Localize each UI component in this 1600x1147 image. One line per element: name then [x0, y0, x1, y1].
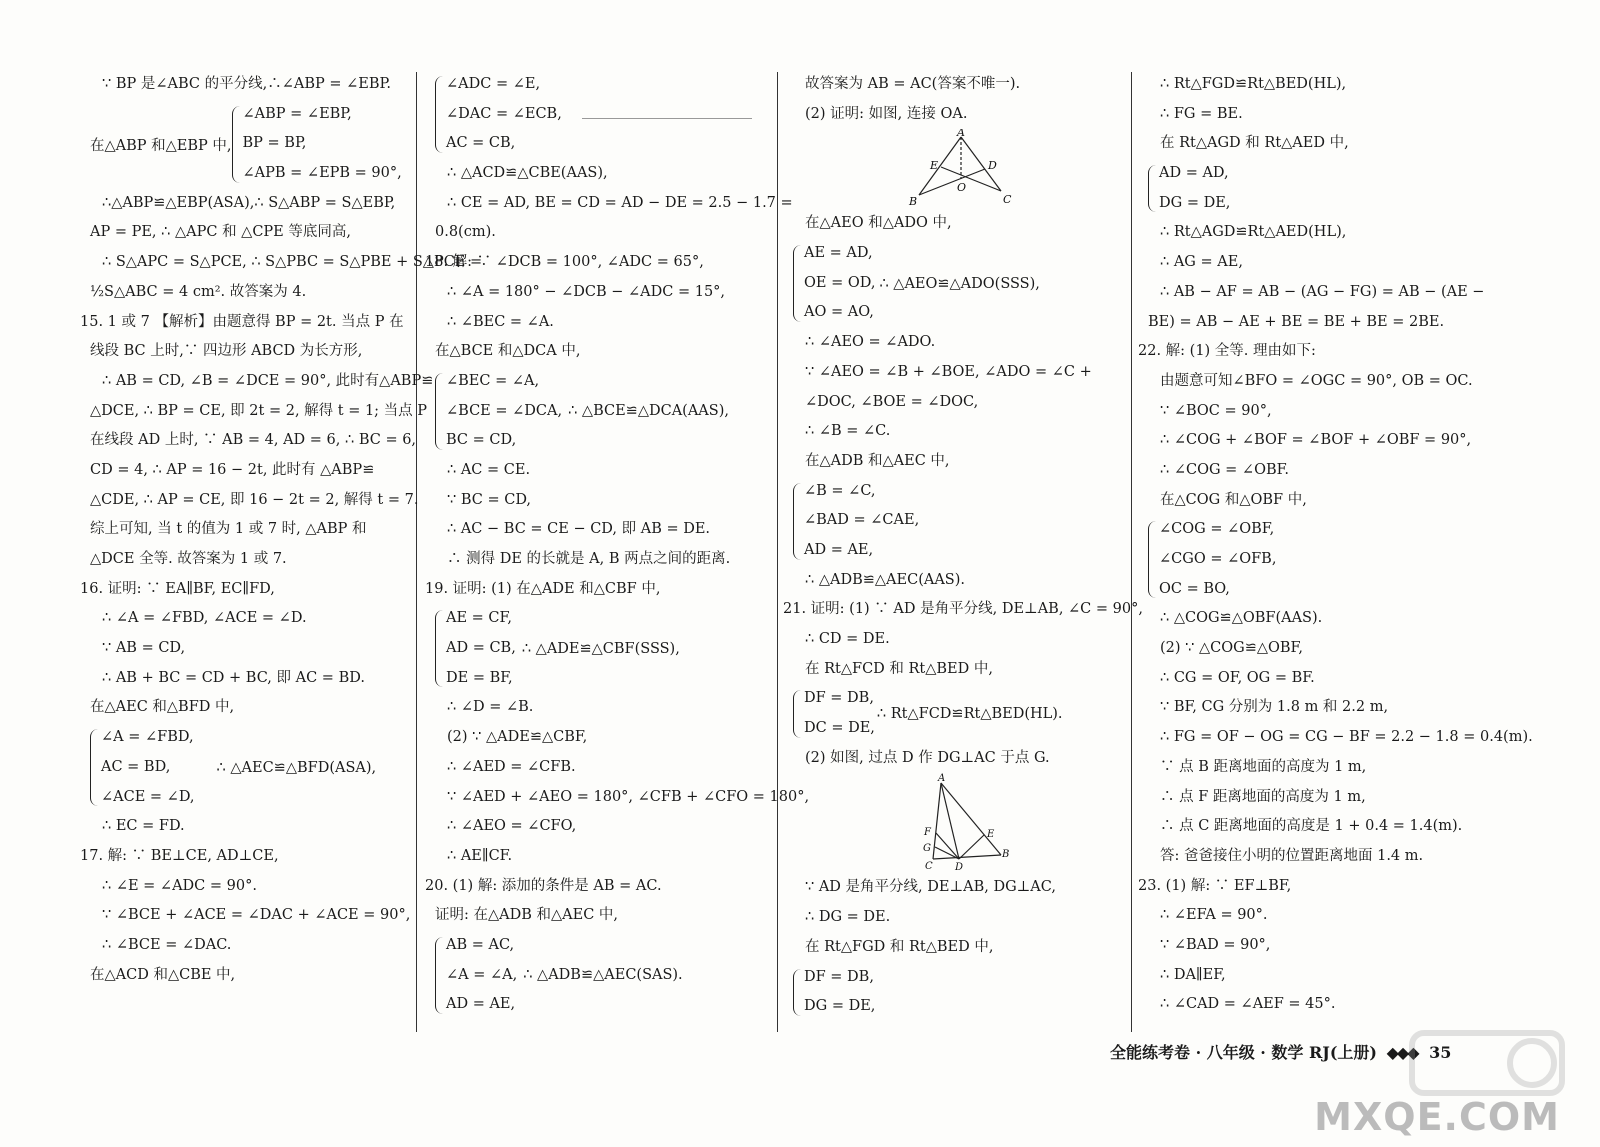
condition-brace [435, 367, 775, 456]
text-line: ∵ AB = CD, [102, 640, 186, 657]
text-line: 在△AEO 和△ADO 中, [805, 215, 952, 232]
text-line: ∴ ∠EFA = 90°. [1160, 907, 1268, 924]
text-line: ∴ ∠A = 180° − ∠DCB − ∠ADC = 15°, [447, 283, 726, 300]
brace-mark [793, 483, 802, 560]
text-line: (2) ∵ △ADE≌△CBF, [447, 729, 588, 746]
text-line: BC = CD, [446, 432, 517, 449]
text-line: ∴ △ADE≌△CBF(SSS), [521, 640, 680, 657]
text-line: 20. (1) 解: 添加的条件是 AB = AC. [425, 877, 662, 894]
page-footer [1110, 1040, 1451, 1063]
text-line: (2) 如图, 过点 D 作 DG⊥AC 于点 G. [805, 749, 1050, 766]
text-line: 故答案为 AB = AC(答案不唯一). [805, 76, 1021, 92]
label-e: E [986, 829, 994, 841]
text-line: ∴ △AEC≌△BFD(ASA), [216, 759, 377, 776]
text-line: 在 Rt△AGD 和 Rt△AED 中, [1160, 135, 1349, 152]
brace-mark [793, 690, 802, 737]
text-line: △DCE, ∴ BP = CE, 即 2t = 2, 解得 t = 1; 当点 P [90, 402, 428, 419]
text-line: ∵ BC = CD, [447, 491, 532, 508]
text-line: 在△ACD 和△CBE 中, [90, 966, 236, 983]
brace-mark [793, 245, 802, 322]
text-line: ∴ CD = DE. [805, 631, 890, 647]
text-line: 答: 爸爸接住小明的位置距离地面 1.4 m. [1160, 847, 1424, 864]
condition-brace [435, 931, 775, 1020]
label-a: A [956, 129, 965, 140]
label-c: C [1002, 193, 1011, 207]
text-line: 23. (1) 解: ∵ EF⊥BF, [1138, 877, 1292, 894]
label-b: B [908, 195, 917, 209]
text-line: △CDE, ∴ AP = CE, 即 16 − 2t = 2, 解得 t = 7. [90, 491, 419, 508]
label-d: D [987, 159, 997, 173]
text-line: ∴ ∠D = ∠B. [447, 699, 534, 716]
text-line: ∴ ∠AED = ∠CFB. [447, 758, 576, 775]
text-line: ∴ ∠BEC = ∠A. [447, 313, 554, 330]
text-line: 22. 解: (1) 全等. 理由如下: [1138, 343, 1316, 360]
label-d: D [954, 862, 963, 874]
text-line: ∴ △BCE≌△DCA(AAS), [568, 403, 729, 420]
text-line: 综上可知, 当 t 的值为 1 或 7 时, △ABP 和 [90, 521, 367, 538]
condition-brace [90, 100, 415, 189]
column-divider [1131, 72, 1132, 1032]
geometry-figure-2 [911, 773, 1011, 873]
page-number: 35 [1429, 1043, 1452, 1062]
text-line: AD = AD, [1159, 165, 1229, 182]
text-line: ∴ DG = DE. [805, 909, 891, 926]
text-line: AC = CB, [446, 135, 516, 152]
text-line: 在△ABP 和△EBP 中, [90, 137, 232, 154]
column-4 [1138, 70, 1533, 1050]
text-line: OC = BO, [1159, 580, 1230, 597]
text-line: ∴ ∠CAD = ∠AEF = 45°. [1160, 996, 1336, 1013]
condition-brace [793, 963, 1128, 1022]
geometry-figure-1 [901, 129, 1021, 209]
text-line: ∵ ∠BAD = 90°, [1160, 936, 1271, 953]
text-line: DE = BF, [446, 669, 513, 686]
text-line: 15. 1 或 7 【解析】由题意得 BP = 2t. 当点 P 在 [80, 313, 404, 330]
text-line: ∴ △ACD≌△CBE(AAS), [447, 165, 608, 182]
watermark-text: MXQE.COM [1314, 1095, 1560, 1139]
text-line: ∴ ∠AEO = ∠CFO, [447, 818, 577, 835]
text-line: ∴ AE∥CF. [447, 847, 513, 864]
condition-brace [435, 604, 775, 693]
text-line: ∴ CG = OF, OG = BF. [1160, 669, 1315, 686]
brace-mark [232, 106, 241, 183]
column-divider [416, 72, 417, 1032]
brace-mark [435, 373, 444, 450]
brace-mark [90, 729, 99, 806]
text-line: ∴ ∠COG = ∠OBF. [1160, 461, 1290, 478]
text-line: ∠ADC = ∠E, [446, 76, 541, 92]
text-line: ∴ AB = CD, ∠B = ∠DCE = 90°, 此时有△ABP≌ [102, 372, 434, 389]
text-line: DC = DE, [804, 720, 875, 737]
figure-triangle-aboe [793, 129, 1128, 209]
text-line: ∴ AC − BC = CE − CD, 即 AB = DE. [447, 521, 711, 538]
text-line: ∠B = ∠C, [804, 482, 876, 499]
text-line: ∠ABP = ∠EBP, [242, 105, 352, 122]
text-line: 证明: 在△ADB 和△AEC 中, [435, 907, 619, 924]
label-b: B [1001, 849, 1009, 861]
text-line: AB = AC, [446, 936, 515, 953]
text-line: DF = DB, [804, 690, 874, 707]
text-line: 19. 证明: (1) 在△ADE 和△CBF 中, [425, 580, 661, 597]
text-line: △DCE 全等. 故答案为 1 或 7. [90, 551, 287, 567]
text-line: 17. 解: ∵ BE⊥CE, AD⊥CE, [80, 847, 279, 864]
segment-de [959, 835, 984, 859]
text-line: ½S△ABC = 4 cm². 故答案为 4. [90, 283, 307, 300]
label-e: E [929, 159, 938, 173]
brace-mark [1148, 521, 1157, 598]
text-line: ∠APB = ∠EPB = 90°, [242, 165, 402, 182]
condition-brace [1148, 515, 1483, 604]
text-line: ∴ ∠E = ∠ADC = 90°. [102, 877, 257, 894]
text-line: ∠BAD = ∠CAE, [804, 512, 920, 529]
text-line: ∴ Rt△FCD≌Rt△BED(HL). [876, 706, 1063, 723]
segment-cb [933, 855, 1001, 859]
text-line: ∴ Rt△AGD≌Rt△AED(HL), [1160, 224, 1347, 241]
text-line: ∴ Rt△FGD≌Rt△BED(HL), [1160, 76, 1347, 92]
text-line: ∴ △COG≌△OBF(AAS). [1160, 610, 1323, 627]
text-line: ∴ EC = FD. [102, 818, 185, 835]
text-line: ∴ 测得 DE 的长就是 A, B 两点之间的距离. [447, 551, 731, 567]
brace-mark [435, 76, 444, 153]
text-line: ∠BCE = ∠DCA, [446, 402, 563, 419]
segment-gd [935, 847, 959, 859]
condition-brace [793, 684, 1128, 743]
text-line: 在△AEC 和△BFD 中, [90, 699, 235, 716]
text-line: 线段 BC 上时,∵ 四边形 ABCD 为长方形, [90, 343, 363, 360]
text-line: 由题意可知∠BFO = ∠OGC = 90°, OB = OC. [1160, 372, 1473, 389]
condition-brace [435, 70, 775, 159]
text-line: DG = DE, [804, 998, 876, 1015]
text-line: 16. 证明: ∵ EA∥BF, EC∥FD, [80, 580, 275, 597]
text-line: AO = AO, [804, 304, 874, 321]
text-line: 在 Rt△FGD 和 Rt△BED 中, [805, 938, 994, 955]
text-line: ∴ △ADB≌△AEC(AAS). [805, 571, 965, 588]
text-line: ∠BEC = ∠A, [446, 372, 540, 389]
text-line: 21. 证明: (1) ∵ AD 是角平分线, DE⊥AB, ∠C = 90°, [783, 601, 1143, 618]
brace-mark [435, 610, 444, 687]
text-line: ∵ BP 是∠ABC 的平分线,∴∠ABP = ∠EBP. [102, 76, 391, 92]
text-line: (2) ∵ △COG≌△OBF, [1160, 640, 1303, 657]
text-line: ∵ BF, CG 分别为 1.8 m 和 2.2 m, [1160, 699, 1389, 716]
label-o: O [956, 181, 966, 195]
label-c: C [924, 861, 933, 873]
condition-brace [793, 477, 1128, 566]
label-f: F [923, 827, 931, 839]
brace-mark [1148, 165, 1157, 212]
text-line: ∠COG = ∠OBF, [1159, 521, 1275, 538]
text-line: ∠CGO = ∠OFB, [1159, 551, 1277, 567]
text-line: CD = 4, ∴ AP = 16 − 2t, 此时有 △ABP≌ [90, 461, 375, 478]
text-line: DG = DE, [1159, 194, 1231, 211]
text-line: ∴ △ADB≌△AEC(SAS). [523, 967, 683, 984]
text-line: BP = BP, [242, 135, 307, 152]
label-g: G [922, 843, 931, 855]
text-line: ∵ ∠AEO = ∠B + ∠BOE, ∠ADO = ∠C + [805, 363, 1092, 380]
text-line: ∴ AB + BC = CD + BC, 即 AC = BD. [102, 669, 365, 686]
text-line: ∵ 点 B 距离地面的高度为 1 m, [1160, 758, 1367, 775]
brace-mark [793, 969, 802, 1016]
text-line: AD = CB, [446, 640, 516, 657]
text-line: DF = DB, [804, 968, 874, 985]
text-line: ∴ AB − AF = AB − (AG − FG) = AB − (AE − [1160, 283, 1485, 300]
text-line: ∴ ∠COG + ∠BOF = ∠BOF + ∠OBF = 90°, [1160, 432, 1472, 449]
text-line: 18. 解: ∵ ∠DCB = 100°, ∠ADC = 65°, [425, 254, 704, 271]
text-line: ∵ ∠AED + ∠AEO = 180°, ∠CFB + ∠CFO = 180°, [447, 788, 810, 805]
text-line: ∵ ∠BCE + ∠ACE = ∠DAC + ∠ACE = 90°, [102, 907, 411, 924]
text-line: ∴ 点 C 距离地面的高度是 1 + 0.4 = 1.4(m). [1160, 818, 1463, 835]
text-line: ∴ CE = AD, BE = CD = AD − DE = 2.5 − 1.7 = [447, 194, 793, 211]
text-line: ∴ FG = OF − OG = CG − BF = 2.2 − 1.8 = 0.4(m). [1160, 729, 1533, 746]
text-line: ∴ ∠B = ∠C. [805, 423, 891, 440]
text-line: ∴ ∠AEO = ∠ADO. [805, 334, 936, 351]
text-line: ∵ ∠BOC = 90°, [1160, 402, 1272, 419]
text-line: AE = AD, [804, 245, 873, 262]
condition-brace [90, 723, 415, 812]
text-line: 在△BCE 和△DCA 中, [435, 343, 581, 360]
text-line: ∠ACE = ∠D, [101, 788, 195, 805]
brace-mark [435, 937, 444, 1014]
diamond-icon: ◆◆◆ [1386, 1043, 1418, 1062]
text-line: ∵ AD 是角平分线, DE⊥AB, DG⊥AC, [805, 879, 1056, 896]
text-line: 在 Rt△FCD 和 Rt△BED 中, [805, 660, 993, 677]
text-line: ∠A = ∠FBD, [101, 729, 194, 746]
figure-right-triangle [793, 773, 1128, 873]
text-line: ∴ ∠BCE = ∠DAC. [102, 936, 232, 953]
text-line: ∴ △AEO≌△ADO(SSS), [879, 275, 1040, 292]
condition-brace [1148, 159, 1483, 218]
text-line: BE) = AB − AE + BE = BE + BE = 2BE. [1148, 313, 1445, 330]
header-rule [582, 118, 752, 119]
text-line: OE = OD, [804, 274, 876, 291]
text-line: ∴ 点 F 距离地面的高度为 1 m, [1160, 788, 1366, 805]
text-line: 在线段 AD 上时, ∵ AB = 4, AD = 6, ∴ BC = 6, [90, 432, 417, 449]
text-line: AD = AE, [446, 996, 516, 1013]
text-line: AC = BD, [101, 758, 171, 775]
text-line: 在△COG 和△OBF 中, [1160, 491, 1307, 508]
column-3 [783, 70, 1143, 1050]
condition-brace [793, 239, 1128, 328]
text-line: ∴ DA∥EF, [1160, 966, 1226, 983]
footer-title: 全能练考卷 · 八年级 · 数学 RJ(上册) [1110, 1043, 1378, 1062]
text-line: ∴ FG = BE. [1160, 105, 1243, 122]
text-line: ∠A = ∠A, [446, 966, 518, 983]
text-line: ∴ AG = AE, [1160, 254, 1243, 271]
text-line: ∴ ∠A = ∠FBD, ∠ACE = ∠D. [102, 610, 307, 627]
text-line: ∴ S△APC = S△PCE, ∴ S△PBC = S△PBE + S△PCE = [102, 254, 483, 271]
text-line: 在△ADB 和△AEC 中, [805, 452, 950, 469]
column-2 [425, 70, 810, 1050]
text-line: ∠DAC = ∠ECB, [446, 105, 562, 122]
label-a: A [937, 773, 945, 785]
text-line: 0.8(cm). [435, 224, 496, 241]
text-line: ∴ AC = CE. [447, 461, 531, 478]
text-line: AE = CF, [446, 610, 512, 627]
text-line: (2) 证明: 如图, 连接 OA. [805, 105, 968, 122]
text-line: AP = PE, ∴ △APC 和 △CPE 等底同高, [90, 224, 351, 241]
text-line: ∴△ABP≌△EBP(ASA),∴ S△ABP = S△EBP, [102, 194, 396, 211]
text-line: AD = AE, [804, 541, 874, 558]
text-line: ∠DOC, ∠BOE = ∠DOC, [805, 393, 979, 410]
